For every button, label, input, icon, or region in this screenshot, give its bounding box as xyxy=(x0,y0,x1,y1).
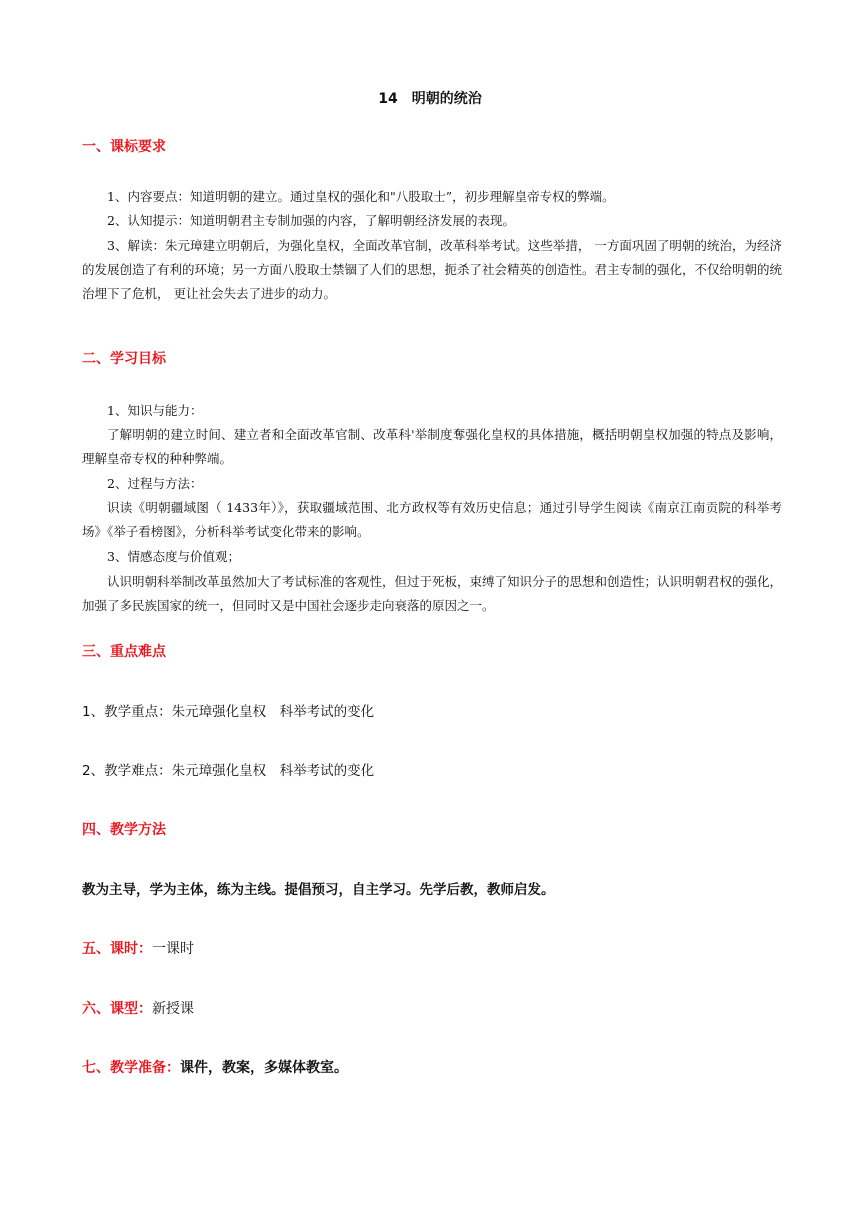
section-heading-curriculum-requirements: 一、课标要求 xyxy=(82,139,166,155)
objective-process-text: 识读《明朝疆域图（ 1433年）》，获取疆域范围、北方政权等有效历史信息；通过引导学生阅读《南京江南贡院的科举考场》《举子看榜图》，分析科举考试变化带来的影响。 xyxy=(82,500,782,539)
curriculum-point-3: 3、解读：朱元璋建立明朝后，为强化皇权，全面改革官制，改革科举考试。这些举措， 一方面巩固了明朝的统治，为经济的发展创造了有利的环境；另一方面八股取士禁锢了人们的思想，扼杀了社会精英的创造性。君主专制的强化，不仅给明朝的统治埋下了危机， 更让社会失去了进步的动力。 xyxy=(82,238,783,301)
objective-attitude-text: 认识明朝科举制改革虽然加大了考试标准的客观性，但过于死板，束缚了知识分子的思想和创造性；认识明朝君权的强化，加强了多民族国家的统一，但同时又是中国社会逐步走向衰落的原因之一。 xyxy=(82,574,783,613)
objective-attitude-label: 3、情感态度与价值观； xyxy=(107,549,240,564)
lesson-type-value: 新授课 xyxy=(152,1001,194,1017)
class-hours-label: 五、课时： xyxy=(82,941,152,957)
curriculum-point-1: 1、内容要点：知道明朝的建立。通过皇权的强化和"八股取士”，初步理解皇帝专权的弊端。 xyxy=(107,189,615,204)
section-heading-learning-objectives: 二、学习目标 xyxy=(82,351,166,367)
teaching-preparation-label: 七、教学准备： xyxy=(82,1060,180,1076)
teaching-preparation-value: 课件，教案，多媒体教室。 xyxy=(180,1060,348,1076)
class-hours-row xyxy=(82,939,194,959)
objective-knowledge-text: 了解明朝的建立时间、建立者和全面改革官制、改革科'举制度奪强化皇权的具体措施，概括明朝皇权加强的特点及影响，理解皇帝专权的种种弊端。 xyxy=(82,427,782,466)
section-heading-key-points: 三、重点难点 xyxy=(82,644,166,660)
lesson-type-label: 六、课型： xyxy=(82,1001,152,1017)
lesson-type-row xyxy=(82,999,194,1019)
class-hours-value: 一课时 xyxy=(152,941,194,957)
document-title: 14 明朝的统治 xyxy=(378,91,482,107)
teaching-preparation-row xyxy=(82,1058,348,1078)
objective-process-label: 2、过程与方法： xyxy=(107,476,203,491)
curriculum-point-2: 2、认知提示：知道明朝君主专制加强的内容，了解明朝经济发展的表现。 xyxy=(107,213,515,228)
section-heading-teaching-methods: 四、教学方法 xyxy=(82,822,166,838)
teaching-methods-text: 教为主导，学为主体，练为主线。提倡预习，自主学习。先学后教，教师启发。 xyxy=(82,882,555,898)
teaching-difficulty: 2、教学难点：朱元璋强化皇权 科举考试的变化 xyxy=(82,763,375,779)
teaching-key-point: 1、教学重点：朱元璋强化皇权 科举考试的变化 xyxy=(82,704,375,720)
objective-knowledge-label: 1、知识与能力： xyxy=(107,403,203,418)
